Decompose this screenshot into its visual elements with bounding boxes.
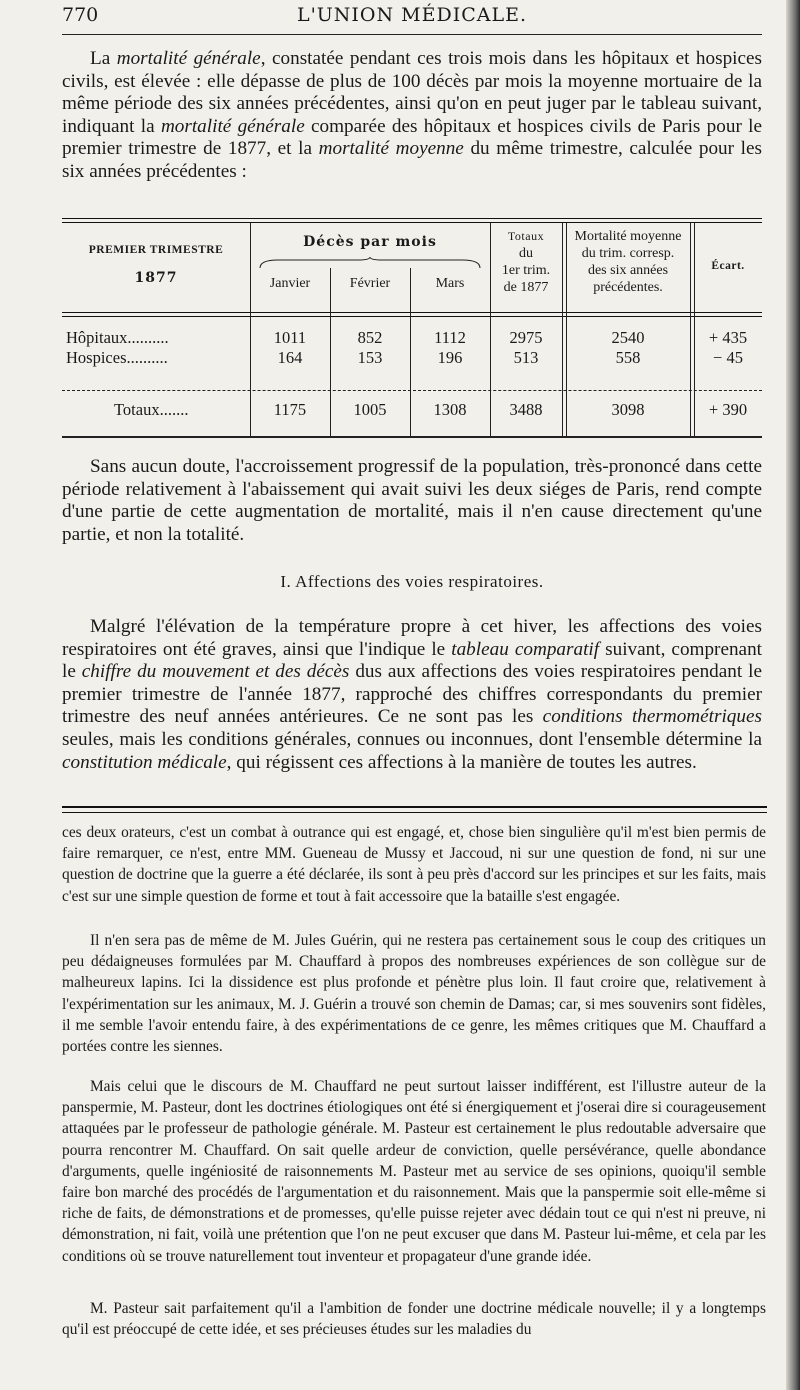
table-header-rule [62,312,762,317]
cell-value: − 45 [713,348,743,367]
row-label-hospices: Hospices.......... [66,348,168,367]
period-header: PREMIER TRIMESTRE [88,244,224,256]
avg-header-line: du trim. corresp. [581,246,675,261]
average-header [566,228,690,296]
cell-value: 2975 [509,328,543,347]
cell-value: 1112 [434,328,466,347]
cell-value: 852 [357,328,383,347]
cell-value: + 435 [708,328,748,347]
mortality-table [62,218,762,448]
month-jan-header: Janvier [269,276,311,291]
cell-value: 1011 [273,328,307,347]
feuilleton-paragraph: ces deux orateurs, c'est un combat à outrance qui est engagé, et, chose bien singulière qu'il m'est bien permis de faire remarquer, ce n'est, entre MM. Gueneau de Mussy et Jaccoud, ni sur une question de fond, ni sur une question de doctrine que la guerre a été déclarée, ils sont à peu près d'accord sur les principes et sur les faits, mais c'est sur une simple question de forme et tout à fait accessoire que la bataille s'est engagée. [62,824,766,905]
month-mar-header: Mars [435,276,465,291]
cell-value: 558 [615,348,641,367]
deaths-brace [258,256,482,270]
row-label-hopitaux: Hôpitaux.......... [66,328,169,347]
cell-value: 1005 [353,400,387,419]
gap-header: Écart. [711,260,745,272]
avg-header-line: précédentes. [593,280,663,295]
total-header-line: Totaux [507,229,545,243]
page-number: 770 [62,4,99,26]
table-bottom-rule [62,436,762,438]
feuilleton-paragraph: Il n'en sera pas de même de M. Jules Guérin, qui ne restera pas certainement sous le coup des critiques un peu dédaigneuses formulées par M. Chauffard à propos des nombreuses expériences de son collègue sur de malheureux lapins. Ici la dissidence est plus profonde et pénètre plus loin. Il faut croire que, relativement à l'expérimentation sur les animaux, M. J. Guérin a trouvé son chemin de Damas; car, si mes souvenirs sont fidèles, il me semble l'avoir entendu faire, à des expérimentations de ce genre, les mêmes critiques que M. Chauffard a portées contre les siennes. [62,932,766,1056]
avg-header-line: des six années [587,263,669,278]
period-year: 1877 [134,270,178,286]
header-rule [62,34,762,35]
total-header-line: 1er trim. [501,263,551,278]
table-top-rule [62,218,762,223]
cell-value: 513 [513,348,539,367]
cell-value: 2540 [611,328,645,347]
running-title: L'UNION MÉDICALE. [296,4,528,26]
book-spine-shadow [786,0,800,1390]
feuilleton-paragraph: Mais celui que le discours de M. Chauffard ne peut surtout laisser indifférent, est l'illustre auteur de la panspermie, M. Pasteur, dont les doctrines étiologiques ont été si énergiquement et j'oserai dire si courageusement attaquées par le professeur de pathologie générale. M. Pasteur est certainement le plus redoutable adversaire que pourra rencontrer M. Chauffard. On sait quelle ardeur de conviction, quelle persévérance, quelle abondance d'arguments, quelle ingéniosité de raisonnements M. Pasteur met au service de ses opinions, quoiqu'il semble faire bon marché des procédés de l'argumentation et du raisonnement. Mais que la panspermie soit elle-même si riche de faits, de démonstrations et de promesses, qu'elle puisse rejeter avec dédain tout ce qui n'est ni preuve, ni démonstration, ni fait, voilà une prétention que l'on ne peut excuser que dans M. Pasteur lui-même, et cela par les conditions où se trouve naturellement tout inventeur et propagateur d'une grande idée. [62,1078,766,1265]
total-header [490,228,562,296]
cell-value: 3098 [611,400,645,419]
total-header-line: de 1877 [503,280,549,295]
cell-value: 1175 [273,400,307,419]
cell-value: 3488 [509,400,543,419]
deaths-header: Décès par mois [303,234,437,250]
cell-value: + 390 [708,400,748,419]
section-heading: I. Affections des voies respiratoires. [280,572,544,591]
avg-header-line: Mortalité moyenne [574,229,682,244]
feuilleton-paragraph: M. Pasteur sait parfaitement qu'il a l'ambition de fonder une doctrine médicale nouvelle; il y a longtemps qu'il est préoccupé de cette idée, et ses précieuses études sur les maladies du [62,1300,766,1339]
cell-value: 1308 [433,400,467,419]
totals-rule [62,390,762,391]
population-paragraph: Sans aucun doute, l'accroissement progressif de la population, très-prononcé dans cette période relativement à l'abaissement qui avait suivi les deux siéges de Paris, rend compte d'une partie de cette augmentation de mortalité, mais il n'en cause directement qu'une partie, et non la totalité. [62,456,762,545]
intro-paragraph: La mortalité générale, constatée pendant ces trois mois dans les hôpitaux et hospices civils, est élevée : elle dépasse de plus de 100 décès par mois la moyenne mortuaire de la même période des six années précédentes, ainsi qu'on en peut juger par le tableau suivant, indiquant la mortalité générale comparée des hôpitaux et hospices civils de Paris pour le premier trimestre de 1877, et la mortalité moyenne du même trimestre, calculée pour les six années précédentes : [62,48,763,182]
cell-value: 153 [357,348,383,367]
feuilleton-separator [62,806,767,813]
total-header-line: du [519,246,533,261]
row-label-totaux: Totaux....... [114,400,189,419]
page-header [62,4,762,30]
month-feb-header: Février [349,276,391,291]
respiratory-paragraph: Malgré l'élévation de la température propre à cet hiver, les affections des voies respiratoires ont été graves, ainsi que l'indique le tableau comparatif suivant, comprenant le chiffre du mouvement et des décès dus aux affections des voies respiratoires pendant le premier trimestre de l'année 1877, rapproché des chiffres correspondants du premier trimestre des neuf années antérieures. Ce ne sont pas les conditions thermométriques seules, mais les conditions générales, connues ou inconnues, dont l'ensemble détermine la constitution médicale, qui régissent ces affections à la manière de toutes les autres. [62,616,763,773]
cell-value: 164 [277,348,303,367]
cell-value: 196 [437,348,463,367]
